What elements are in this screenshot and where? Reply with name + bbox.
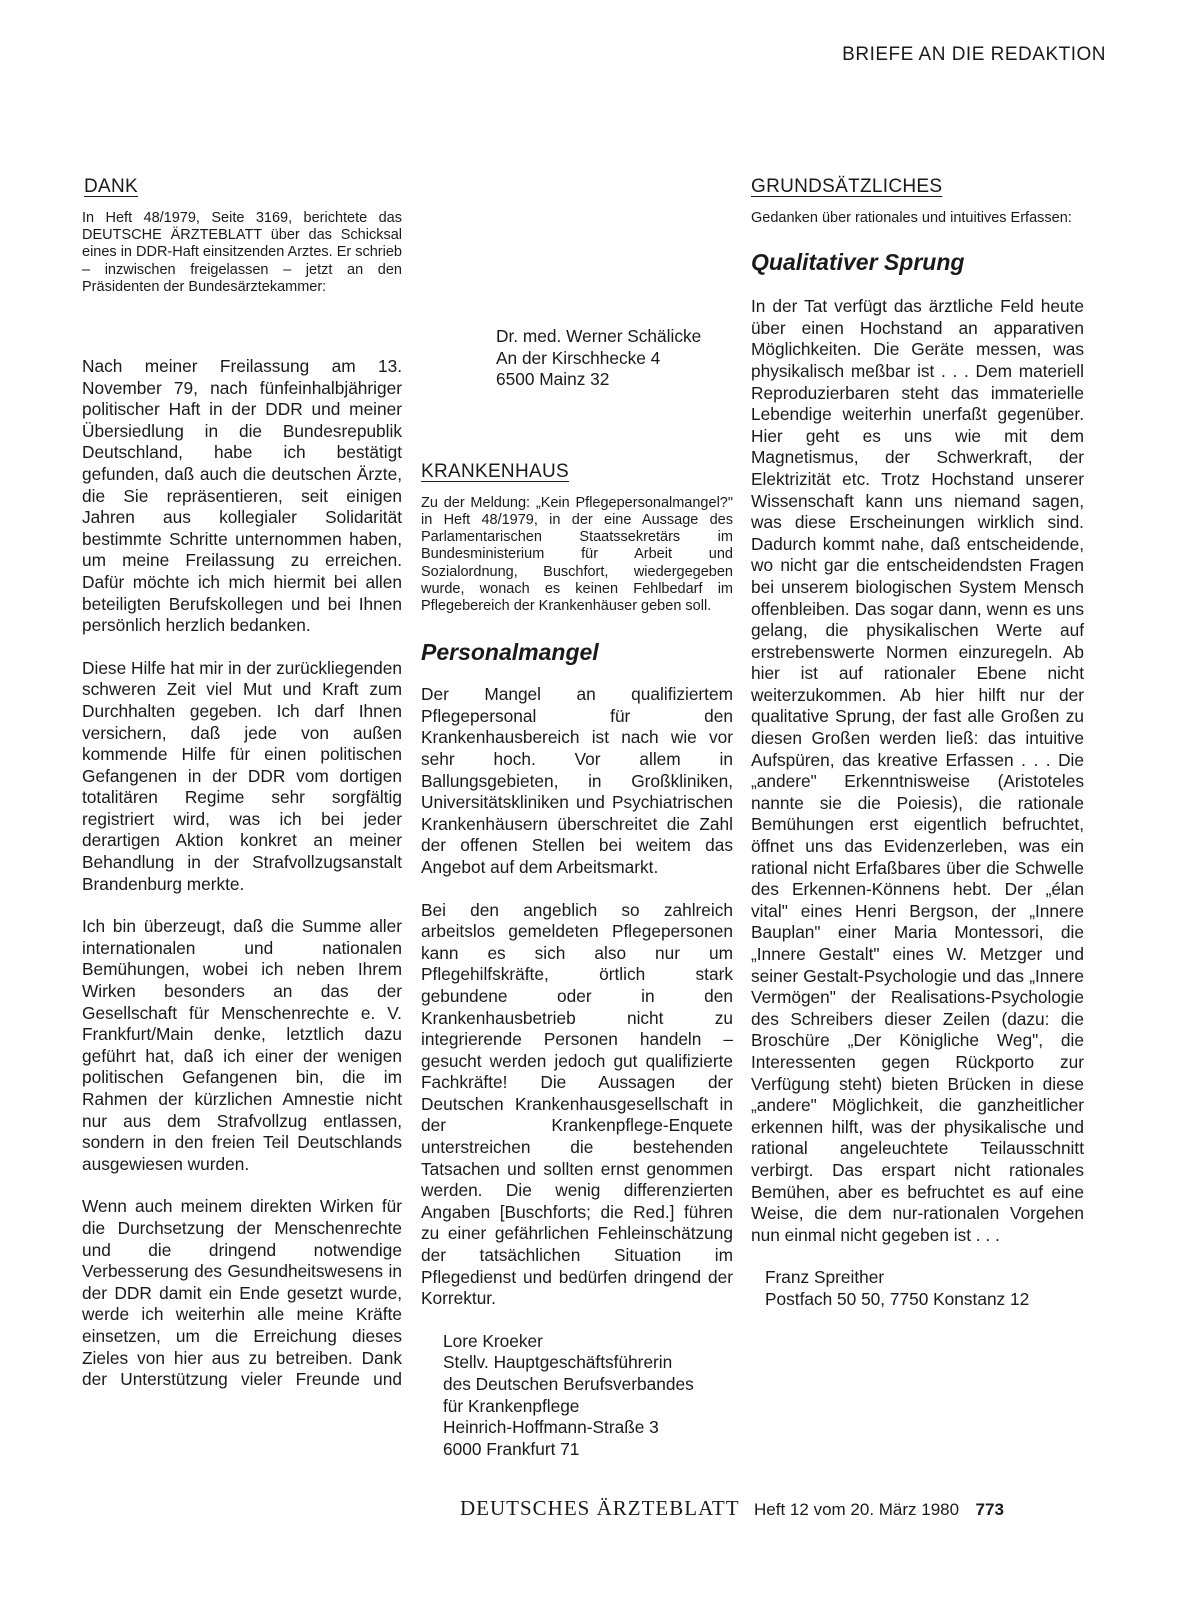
rubric-krankenhaus: KRANKENHAUS: [421, 460, 569, 482]
signature-line: 6000 Frankfurt 71: [443, 1438, 580, 1459]
column-2: [421, 176, 733, 1460]
section-header: BRIEFE AN DIE REDAKTION: [842, 44, 1106, 65]
intro-dank: In Heft 48/1979, Seite 3169, berichtete das DEUTSCHE ÄRZTEBLATT über das Schicksal eines in DDR-Haft einsitzenden Arztes. Er schrieb – inzwischen freigelassen – jetzt an den Präsidenten der Bundesärztekammer:: [82, 210, 402, 295]
rubric-grundsaetzliches: GRUNDSÄTZLICHES: [751, 176, 943, 197]
intro-krankenhaus: Zu der Meldung: „Kein Pflegepersonalmangel?" in Heft 48/1979, in der eine Aussage des Parlamentarischen Staatssekretärs im Bundesministerium für Arbeit und Sozialordnung, Buschfort, wiedergegeben wurde, wonach es keinen Fehlbedarf im Pflegebereich der Krankenhäuser geben soll.: [421, 494, 733, 614]
signature-line: An der Kirschhecke 4: [496, 347, 661, 368]
paragraph: Diese Hilfe hat mir in der zurückliegenden schweren Zeit viel Mut und Kraft zum Durchhalten gegeben. Ich darf Ihnen versichern, daß jede von außen kommende Hilfe für einen politischen Gefangenen in der DDR vom dortigen totalitären Regime sehr sorgfältig registriert wird, was ich bei jeder derartigen Aktion konkret an meiner Behandlung in der Strafvollzugsanstalt Brandenburg merkte.: [82, 657, 402, 894]
signature-line: 6500 Mainz 32: [496, 369, 610, 390]
rubric-dank: DANK: [84, 176, 138, 197]
headline-personalmangel: Personalmangel: [421, 639, 599, 666]
signature-line: Franz Spreither: [765, 1267, 885, 1288]
paragraph: Der Mangel an qualifiziertem Pflegepersonal für den Krankenhausbereich ist nach wie vor sehr hoch. Vor allem in Ballungsgebieten, in Großkliniken, Universitätskliniken und Psychiatrischen Krankenhäusern überschreitet die Zahl der offenen Stellen bei weitem das Angebot auf dem Arbeitsmarkt.: [421, 684, 733, 877]
intro-grundsaetzliches: Gedanken über rationales und intuitives Erfassen:: [751, 210, 1072, 226]
continued-text-box: [421, 176, 733, 306]
paragraph: Ich bin überzeugt, daß die Summe aller internationalen und nationalen Bemühungen, wobei ich neben Ihrem Wirken besonders an das der Gesellschaft für Menschenrechte e. V. Frankfurt/Main denke, letztlich dazu geführt hat, daß ich einer der wenigen politischen Gefangenen bin, die im Rahmen der kürzlichen Amnestie nicht nur aus dem Strafvollzug entlassen, sondern in den freien Teil Deutschlands ausgewiesen wurden.: [82, 916, 402, 1174]
page-footer: [460, 1496, 1004, 1521]
letter-dank-body: [82, 356, 402, 1390]
letter-krankenhaus-body: [421, 684, 733, 1310]
signature-line: Lore Kroeker: [443, 1330, 543, 1351]
paragraph: In der Tat verfügt das ärztliche Feld heute über einen Hochstand an apparativen Möglichkeiten. Die Geräte messen, was physikalisch meßbar ist . . . Dem materiell Reproduzierbaren steht das immaterielle Lebendige weiterhin unerfaßt gegenüber. Hier geht es uns wie mit dem Magnetismus, der Schwerkraft, der Elektrizität etc. Trotz Hochstand unserer Wissenschaft kann uns niemand sagen, was diese Erscheinungen wirklich sind. Dadurch kommt nahe, daß entscheidende, wo nicht gar die entscheidendsten Fragen bei unserem biologischen System Mensch offenbleiben. Das sogar dann, wenn es uns gelang, die physikalischen Werte auf erstrebenswerte Normen einzuregeln. Ab hier ist auf rationaler Ebene nicht weiterzukommen. Ab hier hilft nur der qualitative Sprung, der fast alle Großen zu diesen Großen werden ließ: das intuitive Aufspüren, das kreative Erfassen . . . Die „andere" Erkenntnisweise (Aristoteles nannte sie die Poiesis), die rationale Bemühungen erst eigentlich befruchtet, öffnet uns das Evidenzerleben, was ein rational nicht Erfaßbares über die Schwelle des Erkennen-Könnens hebt. Der „élan vital" eines Henri Bergson, der „Innere Bauplan" einer Maria Montessori, die „Innere Gestalt" eines W. Metzger und seiner Gestalt-Psychologie und das „Innere Vermögen" der Realisations-Psychologie des Schreibers dieser Zeilen (dazu: die Broschüre „Der Königliche Weg", die Interessenten gegen Rückporto zur Verfügung steht) bieten Brücken in diese „andere" Möglichkeit, die ganzheitlicher erkennen hilft, was der physikalische und rational angeleuchtete Teilausschnitt verbirgt. Das erspart nicht rationales Bemühen, aber es befruchtet es auf eine Weise, die dem nur-rationalen Vorgehen nun einmal nicht gegeben ist . . .: [751, 296, 1084, 1245]
column-1: [82, 176, 402, 1390]
signature-spreither: [765, 1267, 1084, 1310]
headline-qualitativer-sprung: Qualitativer Sprung: [751, 249, 965, 276]
journal-name: DEUTSCHES ÄRZTEBLATT: [460, 1496, 740, 1520]
signature-line: Dr. med. Werner Schälicke: [496, 326, 702, 346]
paragraph: Nach meiner Freilassung am 13. November 79, nach fünfeinhalbjähriger politischer Haft in der DDR und meiner Übersiedlung in die Bundesrepublik Deutschland, habe ich bestätigt gefunden, daß auch die deutschen Ärzte, die Sie repräsentieren, seit einigen Jahren aus kollegialer Solidarität bestimmte Schritte unternommen haben, um meine Freilassung zu erreichen. Dafür möchte ich mich hiermit bei allen beteiligten Berufskollegen und bei Ihnen persönlich herzlich bedanken.: [82, 356, 402, 636]
paragraph: Bei den angeblich so zahlreich arbeitslos gemeldeten Pflegepersonen kann es sich also nur um Pflegehilfskräfte, örtlich stark gebundene oder in den Krankenhausbetrieb nicht zu integrierende Personen handeln – gesucht werden jedoch gut qualifizierte Fachkräfte! Die Aussagen der Deutschen Krankenhausgesellschaft in der Krankenpflege-Enquete unterstreichen die bestehenden Tatsachen und sollten ernst genommen werden. Die wenig differenzierten Angaben [Buschforts; die Red.] führen zu einer gefährlichen Fehleinschätzung der tatsächlichen Situation im Pflegedienst und bedürfen dringend der Korrektur.: [421, 899, 733, 1309]
paragraph-continued: Wenn auch meinem direkten Wirken für die Durchsetzung der Menschenrechte und die dringend notwendige Verbesserung des Gesundheitswesens in der DDR damit ein Ende gesetzt wurde, werde ich weiterhin alle meine Kräfte einsetzen, um die Erreichung dieses Zieles von hier aus zu betreiben. Dank der Unterstützung vieler Freunde und: [82, 1196, 402, 1390]
signature-line: Postfach 50 50, 7750 Konstanz 12: [765, 1288, 1030, 1309]
signature-line: für Krankenpflege: [443, 1395, 580, 1416]
issue-info: Heft 12 vom 20. März 1980: [754, 1500, 960, 1519]
signature-kroeker: [443, 1331, 733, 1461]
signature-line: des Deutschen Berufsverbandes: [443, 1374, 694, 1395]
page-number: 773: [975, 1500, 1004, 1519]
signature-line: Heinrich-Hoffmann-Straße 3: [443, 1417, 659, 1438]
signature-line: Stellv. Hauptgeschäftsführerin: [443, 1352, 673, 1373]
letter-grundsaetzliches-body: [751, 296, 1084, 1246]
column-3: [751, 176, 1084, 1311]
signature-schaelicke: [496, 326, 733, 391]
